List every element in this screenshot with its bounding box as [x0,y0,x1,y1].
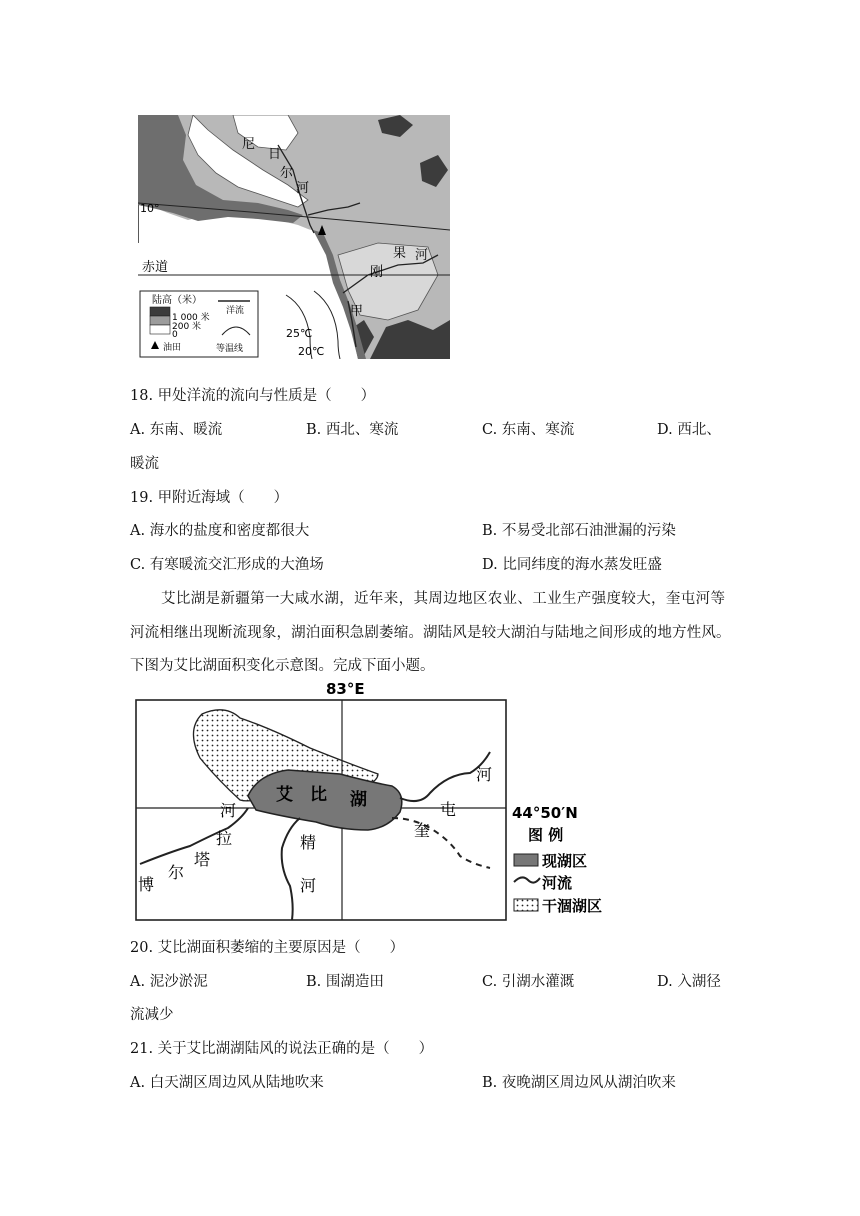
label-ta: 塔 [194,850,211,869]
q20-option-b[interactable]: B. 围湖造田 [306,974,384,990]
legend-title: 陆高（米） [152,295,202,306]
label-lake-bi: 比 [310,785,327,805]
label-lat: 44°50′N [512,804,578,822]
label-ni: 尼 [242,137,256,152]
q18-option-c[interactable]: C. 东南、寒流 [482,422,575,438]
label-kui: 奎 [414,821,431,840]
label-jia: 甲 [350,304,364,319]
label-83e: 83°E [326,680,365,698]
label-20c: 20℃ [298,345,325,358]
label-he2: 河 [415,248,429,263]
q20-option-a[interactable]: A. 泥沙淤泥 [130,974,208,990]
label-bortala-he: 河 [220,801,237,820]
q18-stem: 18. 甲处洋流的流向与性质是（ ） [130,388,376,404]
q20-option-d[interactable]: D. 入湖径 [657,974,721,990]
label-tun: 屯 [440,800,457,819]
africa-map [138,115,450,359]
label-er: 尔 [280,166,294,181]
label-25c: 25℃ [286,327,313,340]
q19-stem: 19. 甲附近海域（ ） [130,490,289,506]
q19-option-a[interactable]: A. 海水的盐度和密度都很大 [130,523,310,539]
q21-stem: 21. 关于艾比湖湖陆风的说法正确的是（ ） [130,1041,434,1057]
label-equator: 赤道 [142,260,169,275]
q18-option-d-cont: 暖流 [130,456,159,472]
q19-option-b[interactable]: B. 不易受北部石油泄漏的污染 [482,523,676,539]
legend2-dry-lake: 干涸湖区 [542,897,603,915]
label-lake-ai: 艾 [276,785,293,805]
legend-oilfield: 油田 [163,343,182,353]
label-bo: 博 [138,875,155,894]
q18-option-b[interactable]: B. 西北、寒流 [306,422,399,438]
legend-isotherm: 等温线 [216,344,244,354]
legend-0: 0 [172,330,178,340]
q20-option-d-cont: 流减少 [130,1007,174,1023]
q19-option-d[interactable]: D. 比同纬度的海水蒸发旺盛 [482,557,662,573]
q18-option-a[interactable]: A. 东南、暖流 [130,422,223,438]
passage-line-1: 艾比湖是新疆第一大咸水湖，近年来，其周边地区农业、工业生产强度较大，奎屯河等 [161,591,726,607]
passage-line-3: 下图为艾比湖面积变化示意图。完成下面小题。 [130,658,435,674]
legend-200: 200 米 [172,322,202,332]
legend-current: 洋流 [226,306,245,316]
legend2-title: 图 例 [528,826,564,844]
passage-line-2: 河流相继出现断流现象，湖泊面积急剧萎缩。湖陆风是较大湖泊与陆地之间形成的地方性风。 [130,625,731,641]
legend2-river: 河流 [542,874,573,892]
q21-option-a[interactable]: A. 白天湖区周边风从陆地吹来 [130,1075,324,1091]
map1-legend [140,291,258,357]
label-guo: 果 [393,246,407,261]
q21-option-b[interactable]: B. 夜晚湖区周边风从湖泊吹来 [482,1075,676,1091]
ebinur-lake-map [130,678,630,924]
q20-stem: 20. 艾比湖面积萎缩的主要原因是（ ） [130,940,405,956]
label-lake-hu: 湖 [350,790,367,810]
label-he: 河 [296,181,310,196]
q18-option-d[interactable]: D. 西北、 [657,422,721,438]
label-ri: 日 [268,147,282,162]
q20-option-c[interactable]: C. 引湖水灌溉 [482,974,575,990]
label-la: 拉 [216,829,233,848]
q19-option-c[interactable]: C. 有寒暖流交汇形成的大渔场 [130,557,324,573]
label-lat10: 10° [140,202,160,215]
label-kuitun-he: 河 [476,765,493,784]
label-jing-he: 河 [300,876,317,895]
legend2-current-lake: 现湖区 [542,852,588,870]
label-jing: 精 [300,833,317,852]
label-gang: 刚 [370,265,384,280]
map2-legend [514,826,602,915]
legend-1000: 1 000 米 [172,313,210,323]
label-er: 尔 [168,863,185,882]
